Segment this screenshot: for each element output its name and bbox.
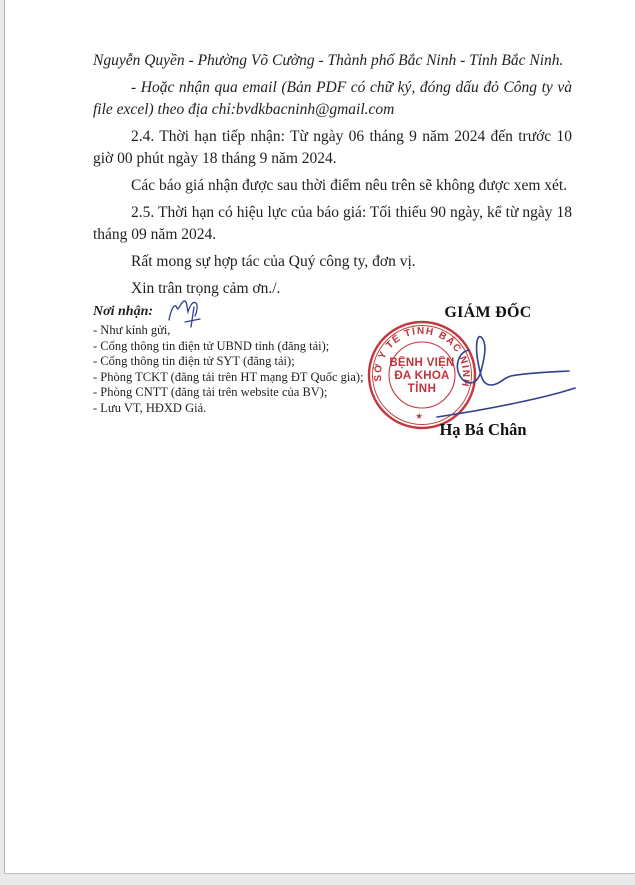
recipients-label: Nơi nhận: — [93, 304, 154, 319]
director-title: GIÁM ĐỐC — [444, 304, 532, 321]
validity-paragraph: 2.5. Thời hạn có hiệu lực của báo giá: Tối thiểu 90 ngày, kể từ ngày 18 tháng 09 năm 2024. — [93, 204, 572, 243]
director-signature-icon — [431, 332, 586, 424]
recipients-block — [93, 304, 393, 417]
recipient-item: - Cổng thông tin điện tử SYT (đăng tải); — [93, 354, 295, 369]
email-note-paragraph: - Hoặc nhận qua email (Bản PDF có chữ ký, đóng dấu đỏ Công ty và file excel) theo địa chỉ:bvdkbacninh@gmail.com — [93, 79, 572, 118]
document-body — [93, 50, 572, 305]
stamp-ring-text: SỞ Y TẾ TỈNH BẮC NINH — [372, 325, 472, 389]
stamp-center-line2: ĐA KHOA — [394, 370, 450, 382]
stamp-star-icon: ★ — [414, 410, 424, 422]
deadline-paragraph: 2.4. Thời hạn tiếp nhận: Từ ngày 06 tháng 9 năm 2024 đến trước 10 giờ 00 phút ngày 18 tháng 9 năm 2024. — [93, 128, 572, 167]
recipient-item: - Phòng CNTT (đăng tải trên website của BV); — [93, 385, 328, 400]
recipient-item: - Lưu VT, HĐXD Giá. — [93, 400, 207, 415]
document-page — [4, 0, 635, 874]
recipient-item: - Như kính gửi, — [93, 323, 171, 337]
signer-name: Hạ Bá Chân — [439, 420, 527, 439]
stamp-center-line3: TỈNH — [407, 383, 437, 395]
thanks-paragraph: Xin trân trọng cảm ơn./. — [131, 280, 281, 297]
late-note-paragraph: Các báo giá nhận được sau thời điểm nêu trên sẽ không được xem xét. — [131, 177, 568, 194]
address-line: Nguyễn Quyền - Phường Võ Cường - Thành phố Bắc Ninh - Tỉnh Bắc Ninh. — [93, 52, 564, 69]
stamp-center-line1: BỆNH VIỆN — [389, 357, 455, 369]
recipient-item: - Cổng thông tin điện tử UBND tỉnh (đăng tải); — [93, 338, 330, 353]
paraph-signature-icon — [163, 296, 213, 332]
hope-paragraph: Rất mong sự hợp tác của Quý công ty, đơn vị. — [131, 253, 416, 270]
recipient-item: - Phòng TCKT (đăng tải trên HT mạng ĐT Quốc gia); — [93, 369, 364, 384]
